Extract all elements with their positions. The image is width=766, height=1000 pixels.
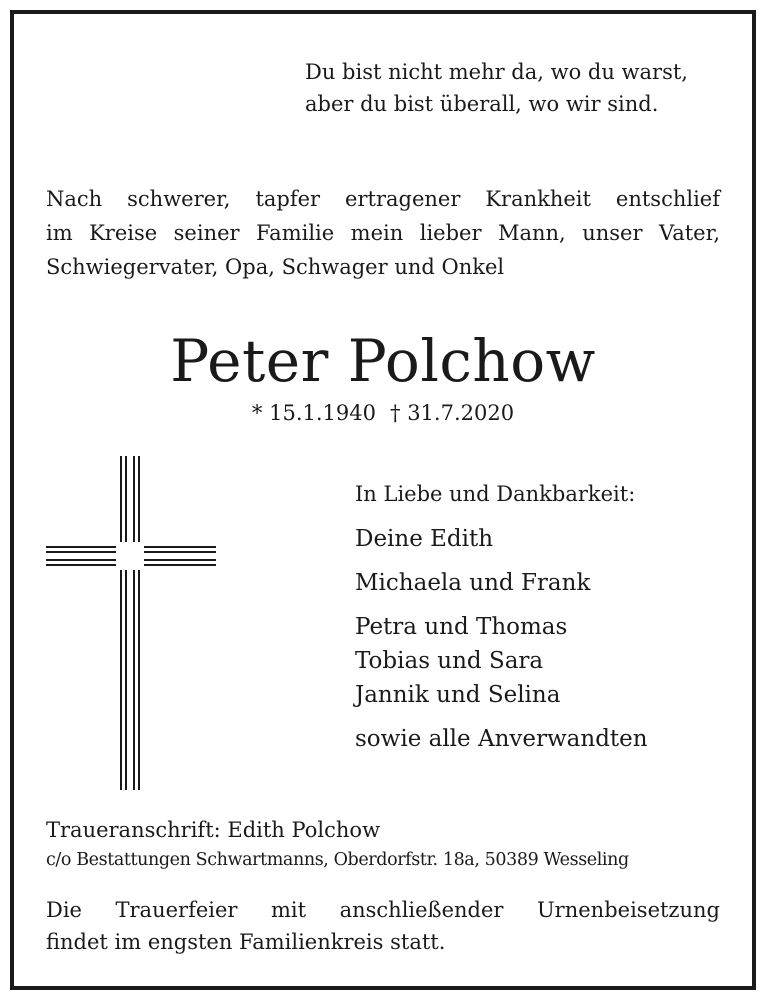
- death-date: 31.7.2020: [407, 401, 515, 425]
- intro-line-2: im Kreise seiner Familie mein lieber Mann, unser Vater,: [46, 221, 720, 245]
- mourner-name: sowie alle Anverwandten: [355, 726, 648, 752]
- intro-line-1: Nach schwerer, tapfer ertragener Krankheit entschlief: [46, 187, 720, 211]
- motto-quote: [305, 56, 688, 120]
- birth-date: 15.1.1940: [269, 401, 376, 425]
- address-line: c/o Bestattungen Schwartmanns, Oberdorfstr. 18a, 50389 Wesseling: [46, 850, 629, 870]
- funeral-note: [46, 894, 720, 958]
- mourners-heading: In Liebe und Dankbarkeit:: [355, 482, 636, 506]
- funeral-line-1: Die Trauerfeier mit anschließender Urnenbeisetzung: [46, 898, 720, 922]
- motto-line-1: Du bist nicht mehr da, wo du warst,: [305, 60, 688, 84]
- deceased-name: Peter Polchow: [170, 327, 596, 395]
- funeral-line-2: findet im engsten Familienkreis statt.: [46, 930, 446, 954]
- cross-icon: [46, 456, 216, 790]
- birth-symbol: *: [251, 401, 263, 425]
- intro-text: [46, 182, 720, 284]
- mourner-name: Michaela und Frank: [355, 570, 591, 596]
- mourner-name: Petra und Thomas: [355, 614, 568, 640]
- mourner-name: Jannik und Selina: [355, 682, 561, 708]
- life-dates: [0, 398, 766, 428]
- intro-line-3: Schwiegervater, Opa, Schwager und Onkel: [46, 255, 505, 279]
- mourner-name: Tobias und Sara: [355, 648, 544, 674]
- cross-lines: [46, 456, 216, 790]
- death-symbol: †: [390, 401, 401, 425]
- mourner-name: Deine Edith: [355, 526, 494, 552]
- address-label: Traueranschrift: Edith Polchow: [46, 818, 381, 842]
- motto-line-2: aber du bist überall, wo wir sind.: [305, 92, 659, 116]
